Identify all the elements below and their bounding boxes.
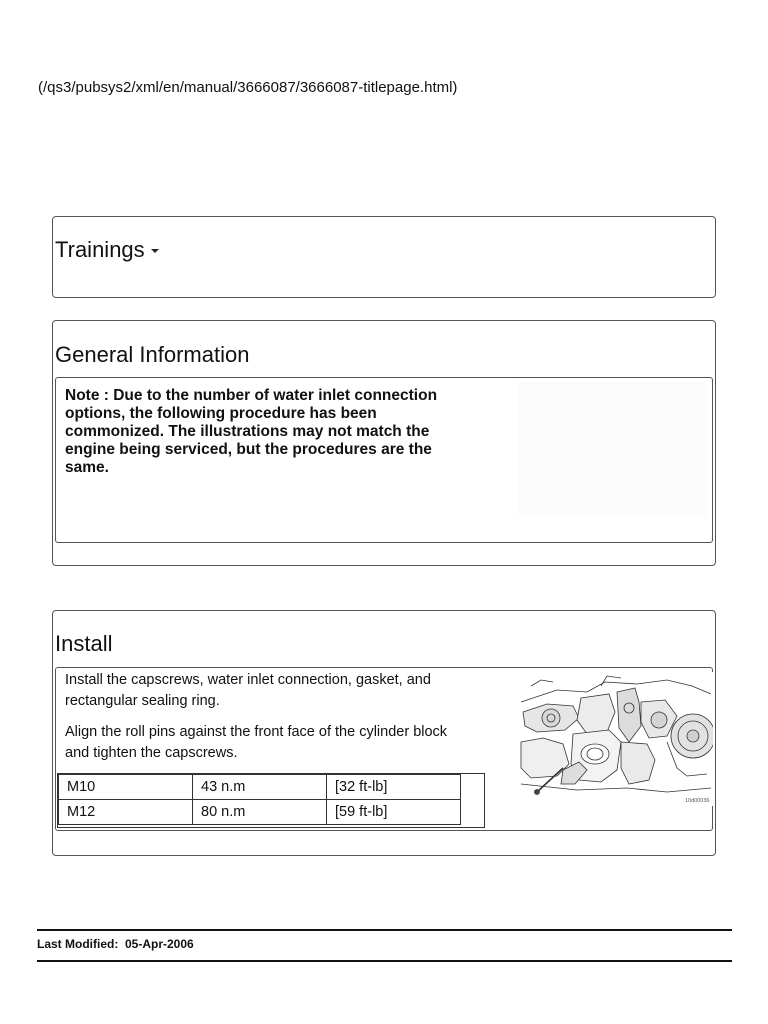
note-text [65,387,455,477]
torque-table [58,774,461,825]
install-step-2: Align the roll pins against the front face of the cylinder block and tighten the capscrews. [65,724,448,761]
last-modified-date: 05-Apr-2006 [125,937,194,951]
install-title: Install [55,631,113,656]
torque-size-cell: M10 [59,775,193,800]
footer-bottom-rule [37,960,732,962]
torque-imperial-cell: [32 ft-lb] [327,775,461,800]
trainings-dropdown[interactable] [55,237,159,263]
last-modified-label: Last Modified: [37,937,119,951]
install-step-1: Install the capscrews, water inlet connection, gasket, and rectangular sealing ring. [65,672,431,709]
caret-down-icon[interactable] [151,249,159,253]
install-content [55,667,713,831]
footer-top-rule [37,929,732,931]
torque-imperial-cell: [59 ft-lb] [327,800,461,825]
page-url-path[interactable]: (/qs3/pubsys2/xml/en/manual/3666087/3666087-titlepage.html) [38,79,458,96]
last-modified [37,937,194,951]
trainings-panel [52,216,716,298]
note-body-2: match the engine being serviced, but the procedures are the same. [65,423,432,476]
note-label: Note : [65,387,109,404]
general-illustration-image [518,382,708,516]
engine-water-inlet-illustration [517,672,713,806]
install-panel [52,610,716,856]
trainings-title[interactable]: Trainings [55,237,145,262]
table-row [59,775,461,800]
note-body-1: Due to the number of water inlet connection options, the following procedure has been commonized. The illustrations may [65,387,438,440]
figure-id-label: 10d00036 [685,798,710,804]
general-information-title: General Information [55,342,250,367]
torque-size-cell: M12 [59,800,193,825]
general-information-panel [52,320,716,566]
torque-metric-cell: 80 n.m [193,800,327,825]
table-row [59,800,461,825]
note-emphasis: not [327,423,352,440]
general-information-content [55,377,713,543]
torque-metric-cell: 43 n.m [193,775,327,800]
